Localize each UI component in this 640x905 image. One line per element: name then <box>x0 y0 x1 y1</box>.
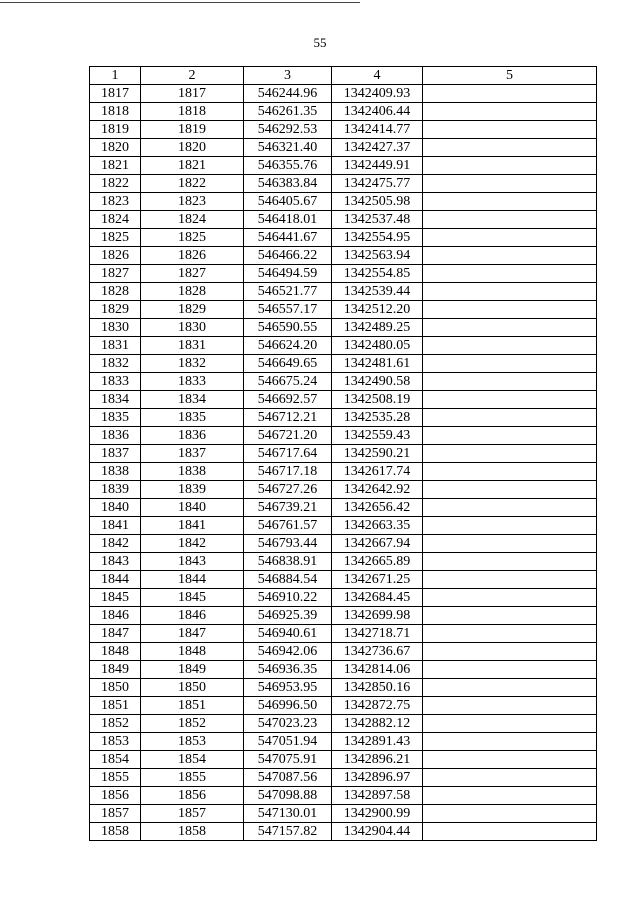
table-cell-col-1: 1826 <box>90 247 141 265</box>
table-cell-col-3: 546692.57 <box>244 391 332 409</box>
table-cell-col-5 <box>423 301 597 319</box>
table-cell-col-4: 1342896.97 <box>332 769 423 787</box>
table-cell-col-3: 547051.94 <box>244 733 332 751</box>
table-row <box>90 103 597 121</box>
table-cell-col-3: 547157.82 <box>244 823 332 841</box>
column-header-5: 5 <box>423 67 597 85</box>
table-cell-col-1: 1830 <box>90 319 141 337</box>
table-cell-col-5 <box>423 733 597 751</box>
table-cell-col-3: 546940.61 <box>244 625 332 643</box>
table-row <box>90 319 597 337</box>
table-cell-col-3: 546996.50 <box>244 697 332 715</box>
table-cell-col-4: 1342897.58 <box>332 787 423 805</box>
table-cell-col-1: 1849 <box>90 661 141 679</box>
table-cell-col-2: 1835 <box>141 409 244 427</box>
table-cell-col-2: 1853 <box>141 733 244 751</box>
table-row <box>90 157 597 175</box>
table-cell-col-1: 1821 <box>90 157 141 175</box>
table-cell-col-5 <box>423 121 597 139</box>
table-cell-col-1: 1824 <box>90 211 141 229</box>
table-cell-col-2: 1836 <box>141 427 244 445</box>
table-cell-col-2: 1843 <box>141 553 244 571</box>
table-cell-col-5 <box>423 409 597 427</box>
table-cell-col-2: 1827 <box>141 265 244 283</box>
table-cell-col-5 <box>423 589 597 607</box>
table-row <box>90 355 597 373</box>
table-cell-col-2: 1839 <box>141 481 244 499</box>
table-cell-col-1: 1840 <box>90 499 141 517</box>
table-cell-col-4: 1342671.25 <box>332 571 423 589</box>
table-row <box>90 139 597 157</box>
table-cell-col-3: 546761.57 <box>244 517 332 535</box>
table-cell-col-4: 1342882.12 <box>332 715 423 733</box>
table-cell-col-2: 1829 <box>141 301 244 319</box>
table-row <box>90 697 597 715</box>
table-row <box>90 463 597 481</box>
table-cell-col-3: 546727.26 <box>244 481 332 499</box>
table-cell-col-4: 1342814.06 <box>332 661 423 679</box>
table-cell-col-3: 546793.44 <box>244 535 332 553</box>
table-cell-col-1: 1850 <box>90 679 141 697</box>
table-cell-col-2: 1841 <box>141 517 244 535</box>
table-row <box>90 265 597 283</box>
table-cell-col-4: 1342896.21 <box>332 751 423 769</box>
table-row <box>90 427 597 445</box>
table-cell-col-1: 1829 <box>90 301 141 319</box>
table-cell-col-2: 1854 <box>141 751 244 769</box>
table-cell-col-5 <box>423 157 597 175</box>
table-cell-col-2: 1828 <box>141 283 244 301</box>
table-cell-col-5 <box>423 427 597 445</box>
table-cell-col-1: 1825 <box>90 229 141 247</box>
table-cell-col-1: 1820 <box>90 139 141 157</box>
table-cell-col-4: 1342554.95 <box>332 229 423 247</box>
table-cell-col-1: 1828 <box>90 283 141 301</box>
table-cell-col-5 <box>423 517 597 535</box>
table-row <box>90 769 597 787</box>
table-cell-col-4: 1342480.05 <box>332 337 423 355</box>
table-cell-col-2: 1845 <box>141 589 244 607</box>
table-cell-col-1: 1839 <box>90 481 141 499</box>
table-cell-col-4: 1342656.42 <box>332 499 423 517</box>
table-cell-col-5 <box>423 103 597 121</box>
table-cell-col-2: 1833 <box>141 373 244 391</box>
column-header-2: 2 <box>141 67 244 85</box>
table-cell-col-3: 546383.84 <box>244 175 332 193</box>
table-cell-col-3: 546942.06 <box>244 643 332 661</box>
table-cell-col-1: 1855 <box>90 769 141 787</box>
table-cell-col-1: 1817 <box>90 85 141 103</box>
table-cell-col-4: 1342537.48 <box>332 211 423 229</box>
table-cell-col-1: 1846 <box>90 607 141 625</box>
table-row <box>90 247 597 265</box>
table-cell-col-2: 1851 <box>141 697 244 715</box>
table-cell-col-3: 546466.22 <box>244 247 332 265</box>
table-cell-col-1: 1831 <box>90 337 141 355</box>
table-cell-col-2: 1820 <box>141 139 244 157</box>
table-cell-col-3: 546925.39 <box>244 607 332 625</box>
table-cell-col-2: 1821 <box>141 157 244 175</box>
table-row <box>90 607 597 625</box>
table-row <box>90 445 597 463</box>
table-cell-col-4: 1342872.75 <box>332 697 423 715</box>
table-cell-col-2: 1847 <box>141 625 244 643</box>
table-row <box>90 373 597 391</box>
table-cell-col-4: 1342684.45 <box>332 589 423 607</box>
table-row <box>90 589 597 607</box>
table-cell-col-4: 1342718.71 <box>332 625 423 643</box>
table-row <box>90 229 597 247</box>
table-cell-col-1: 1833 <box>90 373 141 391</box>
table-cell-col-5 <box>423 445 597 463</box>
table-row <box>90 211 597 229</box>
table-cell-col-3: 546321.40 <box>244 139 332 157</box>
table-row <box>90 337 597 355</box>
table-row <box>90 193 597 211</box>
table-header <box>90 67 597 85</box>
table-cell-col-2: 1856 <box>141 787 244 805</box>
table-cell-col-5 <box>423 283 597 301</box>
table-row <box>90 679 597 697</box>
table-cell-col-3: 546405.67 <box>244 193 332 211</box>
table-cell-col-5 <box>423 139 597 157</box>
table-cell-col-5 <box>423 265 597 283</box>
table-cell-col-2: 1823 <box>141 193 244 211</box>
table-row <box>90 787 597 805</box>
table-cell-col-1: 1819 <box>90 121 141 139</box>
table-cell-col-3: 546494.59 <box>244 265 332 283</box>
table-cell-col-4: 1342663.35 <box>332 517 423 535</box>
table-cell-col-5 <box>423 355 597 373</box>
table-cell-col-5 <box>423 697 597 715</box>
table-cell-col-1: 1834 <box>90 391 141 409</box>
table-row <box>90 481 597 499</box>
table-cell-col-4: 1342414.77 <box>332 121 423 139</box>
table-row <box>90 823 597 841</box>
table-cell-col-3: 547075.91 <box>244 751 332 769</box>
table-row <box>90 535 597 553</box>
table-cell-col-3: 546936.35 <box>244 661 332 679</box>
table-cell-col-2: 1830 <box>141 319 244 337</box>
table-cell-col-1: 1822 <box>90 175 141 193</box>
column-header-4: 4 <box>332 67 423 85</box>
table-cell-col-5 <box>423 211 597 229</box>
table-cell-col-5 <box>423 373 597 391</box>
table-cell-col-5 <box>423 229 597 247</box>
table-cell-col-2: 1850 <box>141 679 244 697</box>
table-cell-col-1: 1844 <box>90 571 141 589</box>
table-cell-col-3: 546261.35 <box>244 103 332 121</box>
table-cell-col-1: 1853 <box>90 733 141 751</box>
table-cell-col-5 <box>423 823 597 841</box>
table-cell-col-1: 1835 <box>90 409 141 427</box>
table-cell-col-3: 547087.56 <box>244 769 332 787</box>
table-cell-col-2: 1838 <box>141 463 244 481</box>
table-cell-col-3: 546910.22 <box>244 589 332 607</box>
table-cell-col-5 <box>423 805 597 823</box>
table-cell-col-3: 546721.20 <box>244 427 332 445</box>
table-cell-col-5 <box>423 679 597 697</box>
table-cell-col-2: 1848 <box>141 643 244 661</box>
table-cell-col-5 <box>423 337 597 355</box>
table-cell-col-2: 1826 <box>141 247 244 265</box>
table-cell-col-4: 1342617.74 <box>332 463 423 481</box>
table-cell-col-4: 1342489.25 <box>332 319 423 337</box>
table-cell-col-1: 1848 <box>90 643 141 661</box>
table-cell-col-3: 546953.95 <box>244 679 332 697</box>
table-cell-col-4: 1342539.44 <box>332 283 423 301</box>
table-row <box>90 499 597 517</box>
table-row <box>90 283 597 301</box>
table-cell-col-2: 1834 <box>141 391 244 409</box>
table-cell-col-1: 1832 <box>90 355 141 373</box>
table-cell-col-1: 1818 <box>90 103 141 121</box>
table-cell-col-3: 546649.65 <box>244 355 332 373</box>
table-cell-col-5 <box>423 715 597 733</box>
table-cell-col-1: 1847 <box>90 625 141 643</box>
column-header-3: 3 <box>244 67 332 85</box>
table-cell-col-1: 1845 <box>90 589 141 607</box>
table-cell-col-4: 1342891.43 <box>332 733 423 751</box>
table-cell-col-3: 547130.01 <box>244 805 332 823</box>
table-cell-col-5 <box>423 535 597 553</box>
table-row <box>90 643 597 661</box>
table-cell-col-2: 1825 <box>141 229 244 247</box>
table-cell-col-3: 546675.24 <box>244 373 332 391</box>
table-cell-col-4: 1342736.67 <box>332 643 423 661</box>
table-cell-col-5 <box>423 625 597 643</box>
table-cell-col-4: 1342505.98 <box>332 193 423 211</box>
table-cell-col-5 <box>423 319 597 337</box>
table-cell-col-3: 546418.01 <box>244 211 332 229</box>
table-cell-col-5 <box>423 85 597 103</box>
table-cell-col-2: 1831 <box>141 337 244 355</box>
table-cell-col-1: 1858 <box>90 823 141 841</box>
column-header-1: 1 <box>90 67 141 85</box>
table-row <box>90 121 597 139</box>
table-cell-col-4: 1342475.77 <box>332 175 423 193</box>
table-cell-col-1: 1836 <box>90 427 141 445</box>
table-cell-col-3: 546739.21 <box>244 499 332 517</box>
table-cell-col-3: 547098.88 <box>244 787 332 805</box>
table-cell-col-5 <box>423 661 597 679</box>
table-cell-col-2: 1846 <box>141 607 244 625</box>
table-cell-col-3: 546717.18 <box>244 463 332 481</box>
table-cell-col-4: 1342481.61 <box>332 355 423 373</box>
table-cell-col-3: 546292.53 <box>244 121 332 139</box>
table-cell-col-3: 546521.77 <box>244 283 332 301</box>
table-cell-col-4: 1342508.19 <box>332 391 423 409</box>
table-cell-col-2: 1824 <box>141 211 244 229</box>
top-rule <box>0 2 360 3</box>
table-row <box>90 409 597 427</box>
table-cell-col-4: 1342554.85 <box>332 265 423 283</box>
table-cell-col-3: 546557.17 <box>244 301 332 319</box>
table-cell-col-2: 1819 <box>141 121 244 139</box>
table-cell-col-4: 1342642.92 <box>332 481 423 499</box>
table-cell-col-5 <box>423 787 597 805</box>
table-cell-col-4: 1342904.44 <box>332 823 423 841</box>
table-cell-col-2: 1832 <box>141 355 244 373</box>
table-cell-col-5 <box>423 247 597 265</box>
coordinates-table-container <box>89 66 597 841</box>
table-cell-col-1: 1842 <box>90 535 141 553</box>
table-cell-col-2: 1817 <box>141 85 244 103</box>
table-cell-col-1: 1843 <box>90 553 141 571</box>
table-cell-col-4: 1342563.94 <box>332 247 423 265</box>
table-cell-col-3: 546717.64 <box>244 445 332 463</box>
table-cell-col-5 <box>423 607 597 625</box>
table-row <box>90 175 597 193</box>
table-cell-col-1: 1823 <box>90 193 141 211</box>
table-cell-col-5 <box>423 481 597 499</box>
table-row <box>90 661 597 679</box>
table-cell-col-3: 546838.91 <box>244 553 332 571</box>
table-row <box>90 85 597 103</box>
table-row <box>90 751 597 769</box>
table-cell-col-4: 1342559.43 <box>332 427 423 445</box>
table-cell-col-5 <box>423 643 597 661</box>
table-cell-col-4: 1342590.21 <box>332 445 423 463</box>
table-cell-col-4: 1342409.93 <box>332 85 423 103</box>
table-cell-col-4: 1342850.16 <box>332 679 423 697</box>
table-cell-col-3: 546244.96 <box>244 85 332 103</box>
table-cell-col-2: 1822 <box>141 175 244 193</box>
table-cell-col-4: 1342512.20 <box>332 301 423 319</box>
table-cell-col-1: 1827 <box>90 265 141 283</box>
table-cell-col-1: 1856 <box>90 787 141 805</box>
table-cell-col-1: 1854 <box>90 751 141 769</box>
table-row <box>90 553 597 571</box>
table-cell-col-3: 547023.23 <box>244 715 332 733</box>
table-cell-col-4: 1342427.37 <box>332 139 423 157</box>
table-cell-col-5 <box>423 391 597 409</box>
table-cell-col-5 <box>423 463 597 481</box>
table-cell-col-1: 1857 <box>90 805 141 823</box>
table-cell-col-2: 1818 <box>141 103 244 121</box>
table-row <box>90 805 597 823</box>
table-cell-col-3: 546590.55 <box>244 319 332 337</box>
table-cell-col-4: 1342667.94 <box>332 535 423 553</box>
page-number: 55 <box>313 35 327 50</box>
table-row <box>90 391 597 409</box>
table-body <box>90 85 597 841</box>
table-cell-col-2: 1837 <box>141 445 244 463</box>
table-cell-col-4: 1342699.98 <box>332 607 423 625</box>
table-cell-col-5 <box>423 553 597 571</box>
table-row <box>90 733 597 751</box>
table-cell-col-2: 1842 <box>141 535 244 553</box>
table-cell-col-3: 546884.54 <box>244 571 332 589</box>
table-cell-col-2: 1840 <box>141 499 244 517</box>
coordinates-table <box>89 66 597 841</box>
table-cell-col-1: 1841 <box>90 517 141 535</box>
table-row <box>90 571 597 589</box>
table-cell-col-4: 1342490.58 <box>332 373 423 391</box>
table-cell-col-3: 546355.76 <box>244 157 332 175</box>
table-cell-col-4: 1342900.99 <box>332 805 423 823</box>
table-cell-col-3: 546712.21 <box>244 409 332 427</box>
table-cell-col-2: 1858 <box>141 823 244 841</box>
table-cell-col-2: 1855 <box>141 769 244 787</box>
table-cell-col-1: 1852 <box>90 715 141 733</box>
table-cell-col-4: 1342449.91 <box>332 157 423 175</box>
table-row <box>90 301 597 319</box>
table-cell-col-1: 1838 <box>90 463 141 481</box>
table-cell-col-5 <box>423 193 597 211</box>
table-row <box>90 517 597 535</box>
table-cell-col-5 <box>423 751 597 769</box>
table-cell-col-1: 1851 <box>90 697 141 715</box>
table-cell-col-4: 1342665.89 <box>332 553 423 571</box>
table-row <box>90 715 597 733</box>
table-cell-col-2: 1849 <box>141 661 244 679</box>
table-cell-col-1: 1837 <box>90 445 141 463</box>
table-header-row <box>90 67 597 85</box>
table-cell-col-5 <box>423 499 597 517</box>
table-cell-col-5 <box>423 175 597 193</box>
table-cell-col-4: 1342535.28 <box>332 409 423 427</box>
table-cell-col-3: 546441.67 <box>244 229 332 247</box>
table-cell-col-2: 1844 <box>141 571 244 589</box>
table-cell-col-2: 1852 <box>141 715 244 733</box>
table-row <box>90 625 597 643</box>
table-cell-col-2: 1857 <box>141 805 244 823</box>
table-cell-col-5 <box>423 769 597 787</box>
table-cell-col-5 <box>423 571 597 589</box>
table-cell-col-4: 1342406.44 <box>332 103 423 121</box>
table-cell-col-3: 546624.20 <box>244 337 332 355</box>
